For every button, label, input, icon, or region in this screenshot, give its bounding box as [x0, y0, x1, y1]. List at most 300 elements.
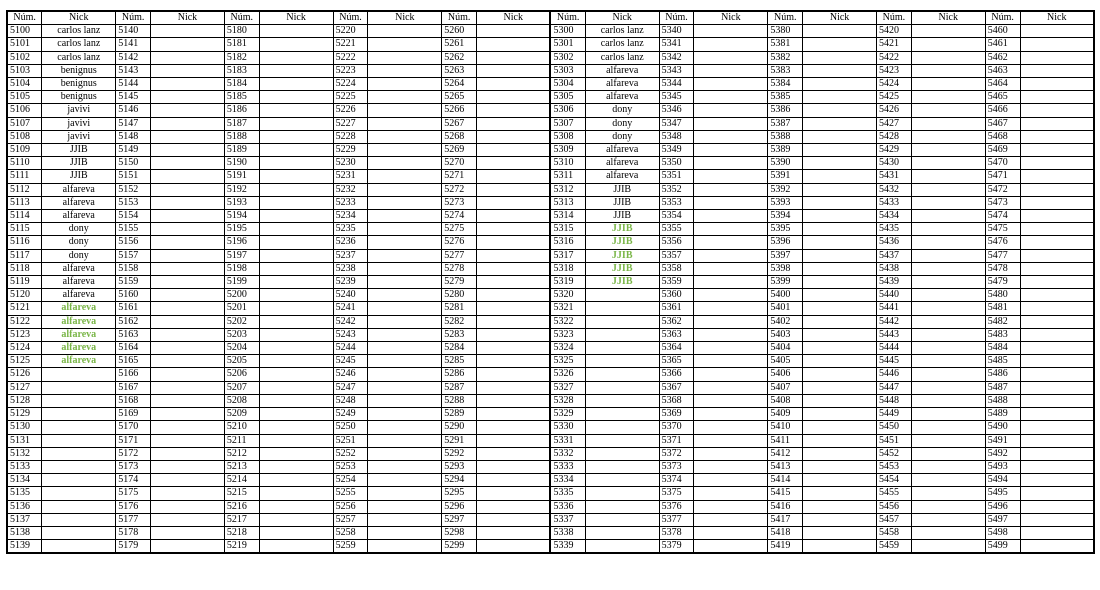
nick-cell: JJIB — [585, 183, 659, 196]
number-cell: 5286 — [442, 368, 477, 381]
nick-column-header: Nick — [803, 11, 877, 25]
nick-cell — [803, 526, 877, 539]
number-cell: 5488 — [985, 394, 1020, 407]
nick-cell: alfareva — [42, 262, 116, 275]
number-cell: 5487 — [985, 381, 1020, 394]
nick-cell: alfareva — [42, 210, 116, 223]
nick-cell — [1020, 130, 1094, 143]
number-cell: 5390 — [768, 157, 803, 170]
number-cell: 5107 — [7, 117, 42, 130]
number-cell: 5475 — [985, 223, 1020, 236]
nick-cell: JJIB — [42, 170, 116, 183]
nick-cell — [368, 421, 442, 434]
nick-cell: alfareva — [585, 78, 659, 91]
number-cell: 5204 — [224, 342, 259, 355]
nick-cell — [694, 157, 768, 170]
number-cell: 5178 — [116, 526, 151, 539]
number-cell: 5300 — [550, 25, 585, 38]
number-cell: 5194 — [224, 210, 259, 223]
number-cell: 5386 — [768, 104, 803, 117]
nick-cell — [1020, 421, 1094, 434]
number-cell: 5335 — [550, 487, 585, 500]
nick-cell — [1020, 38, 1094, 51]
number-cell: 5399 — [768, 276, 803, 289]
num-column-header: Núm. — [768, 11, 803, 25]
number-cell: 5115 — [7, 223, 42, 236]
nick-cell — [694, 51, 768, 64]
nick-cell — [259, 51, 333, 64]
nick-cell — [1020, 500, 1094, 513]
nick-cell — [911, 276, 985, 289]
nick-cell — [259, 117, 333, 130]
nick-cell — [151, 434, 225, 447]
table-row — [7, 540, 1094, 554]
nick-cell — [585, 487, 659, 500]
number-cell: 5248 — [333, 394, 368, 407]
number-cell: 5157 — [116, 249, 151, 262]
number-cell: 5422 — [877, 51, 912, 64]
nick-cell — [694, 500, 768, 513]
nick-cell: carlos lanz — [42, 38, 116, 51]
nick-cell — [1020, 117, 1094, 130]
number-cell: 5458 — [877, 526, 912, 539]
nick-cell — [151, 223, 225, 236]
nick-cell: JJIB — [585, 223, 659, 236]
number-cell: 5449 — [877, 408, 912, 421]
number-cell: 5158 — [116, 262, 151, 275]
nick-cell — [803, 381, 877, 394]
number-cell: 5398 — [768, 262, 803, 275]
nick-cell — [1020, 249, 1094, 262]
number-cell: 5156 — [116, 236, 151, 249]
number-cell: 5387 — [768, 117, 803, 130]
nick-cell — [477, 78, 551, 91]
nick-cell — [694, 236, 768, 249]
number-cell: 5244 — [333, 342, 368, 355]
nick-cell — [477, 460, 551, 473]
nick-cell — [368, 434, 442, 447]
number-cell: 5187 — [224, 117, 259, 130]
number-cell: 5441 — [877, 302, 912, 315]
nick-cell: benignus — [42, 64, 116, 77]
nick-cell — [694, 289, 768, 302]
number-cell: 5373 — [659, 460, 694, 473]
nick-cell — [694, 447, 768, 460]
nick-cell — [368, 144, 442, 157]
number-cell: 5151 — [116, 170, 151, 183]
number-cell: 5412 — [768, 447, 803, 460]
nick-cell — [259, 302, 333, 315]
number-cell: 5460 — [985, 25, 1020, 38]
number-cell: 5119 — [7, 276, 42, 289]
nick-cell — [1020, 368, 1094, 381]
number-cell: 5408 — [768, 394, 803, 407]
number-cell: 5442 — [877, 315, 912, 328]
nick-cell — [477, 328, 551, 341]
nick-cell — [585, 421, 659, 434]
table-row — [7, 236, 1094, 249]
number-cell: 5322 — [550, 315, 585, 328]
number-cell: 5489 — [985, 408, 1020, 421]
nick-cell — [803, 421, 877, 434]
number-cell: 5416 — [768, 500, 803, 513]
number-cell: 5253 — [333, 460, 368, 473]
number-cell: 5292 — [442, 447, 477, 460]
nick-cell — [1020, 64, 1094, 77]
number-cell: 5429 — [877, 144, 912, 157]
nick-cell — [259, 460, 333, 473]
number-cell: 5118 — [7, 262, 42, 275]
nick-cell: benignus — [42, 78, 116, 91]
number-cell: 5456 — [877, 500, 912, 513]
number-cell: 5166 — [116, 368, 151, 381]
number-cell: 5377 — [659, 513, 694, 526]
nick-cell — [803, 487, 877, 500]
nick-cell — [585, 328, 659, 341]
nick-cell — [803, 434, 877, 447]
number-cell: 5424 — [877, 78, 912, 91]
number-cell: 5152 — [116, 183, 151, 196]
nick-cell — [694, 342, 768, 355]
number-cell: 5353 — [659, 196, 694, 209]
nick-cell — [259, 64, 333, 77]
number-cell: 5307 — [550, 117, 585, 130]
nick-cell — [477, 91, 551, 104]
number-cell: 5378 — [659, 526, 694, 539]
nick-cell — [368, 249, 442, 262]
number-cell: 5381 — [768, 38, 803, 51]
nick-cell — [368, 170, 442, 183]
number-cell: 5423 — [877, 64, 912, 77]
num-column-header: Núm. — [985, 11, 1020, 25]
number-cell: 5189 — [224, 144, 259, 157]
number-cell: 5466 — [985, 104, 1020, 117]
nick-cell — [151, 355, 225, 368]
number-cell: 5104 — [7, 78, 42, 91]
number-cell: 5263 — [442, 64, 477, 77]
number-cell: 5100 — [7, 25, 42, 38]
number-cell: 5135 — [7, 487, 42, 500]
number-cell: 5210 — [224, 421, 259, 434]
nick-cell — [368, 183, 442, 196]
number-cell: 5261 — [442, 38, 477, 51]
nick-cell — [42, 368, 116, 381]
table-row — [7, 342, 1094, 355]
number-cell: 5221 — [333, 38, 368, 51]
nick-cell — [151, 289, 225, 302]
nick-cell — [694, 487, 768, 500]
number-cell: 5465 — [985, 91, 1020, 104]
number-cell: 5170 — [116, 421, 151, 434]
nick-cell: carlos lanz — [42, 51, 116, 64]
number-cell: 5188 — [224, 130, 259, 143]
nick-cell — [1020, 540, 1094, 554]
nick-cell — [694, 315, 768, 328]
nick-cell — [42, 460, 116, 473]
nick-cell — [585, 540, 659, 554]
number-cell: 5347 — [659, 117, 694, 130]
nick-column-header: Nick — [42, 11, 116, 25]
nick-cell — [694, 223, 768, 236]
nick-cell — [694, 25, 768, 38]
number-cell: 5362 — [659, 315, 694, 328]
number-cell: 5407 — [768, 381, 803, 394]
table-row — [7, 394, 1094, 407]
nick-cell — [803, 170, 877, 183]
nick-cell — [368, 91, 442, 104]
nick-cell — [911, 104, 985, 117]
nick-cell — [911, 144, 985, 157]
number-cell: 5235 — [333, 223, 368, 236]
number-cell: 5229 — [333, 144, 368, 157]
number-cell: 5452 — [877, 447, 912, 460]
nick-cell — [259, 381, 333, 394]
number-cell: 5454 — [877, 474, 912, 487]
nick-cell — [1020, 51, 1094, 64]
number-cell: 5432 — [877, 183, 912, 196]
nick-cell: JJIB — [42, 157, 116, 170]
nick-cell — [1020, 342, 1094, 355]
nick-cell — [259, 210, 333, 223]
number-cell: 5160 — [116, 289, 151, 302]
nick-cell — [42, 540, 116, 554]
number-cell: 5228 — [333, 130, 368, 143]
nick-cell — [42, 500, 116, 513]
number-cell: 5149 — [116, 144, 151, 157]
number-cell: 5155 — [116, 223, 151, 236]
number-cell: 5136 — [7, 500, 42, 513]
nick-cell — [259, 276, 333, 289]
number-cell: 5350 — [659, 157, 694, 170]
number-cell: 5339 — [550, 540, 585, 554]
number-cell: 5379 — [659, 540, 694, 554]
number-cell: 5457 — [877, 513, 912, 526]
number-cell: 5293 — [442, 460, 477, 473]
table-row — [7, 91, 1094, 104]
number-cell: 5330 — [550, 421, 585, 434]
number-cell: 5320 — [550, 289, 585, 302]
nick-cell — [803, 223, 877, 236]
table-row — [7, 328, 1094, 341]
nick-cell — [694, 408, 768, 421]
number-cell: 5108 — [7, 130, 42, 143]
number-cell: 5394 — [768, 210, 803, 223]
number-cell: 5403 — [768, 328, 803, 341]
nick-cell: alfareva — [42, 355, 116, 368]
nick-cell: dony — [42, 223, 116, 236]
number-cell: 5199 — [224, 276, 259, 289]
number-cell: 5282 — [442, 315, 477, 328]
nick-cell — [151, 394, 225, 407]
nick-cell — [151, 25, 225, 38]
number-cell: 5205 — [224, 355, 259, 368]
number-cell: 5453 — [877, 460, 912, 473]
number-cell: 5150 — [116, 157, 151, 170]
nick-cell — [911, 91, 985, 104]
number-cell: 5147 — [116, 117, 151, 130]
nick-cell — [585, 381, 659, 394]
number-cell: 5329 — [550, 408, 585, 421]
number-cell: 5494 — [985, 474, 1020, 487]
nick-cell — [694, 78, 768, 91]
number-cell: 5227 — [333, 117, 368, 130]
number-cell: 5310 — [550, 157, 585, 170]
nick-cell: carlos lanz — [585, 51, 659, 64]
number-cell: 5344 — [659, 78, 694, 91]
number-cell: 5357 — [659, 249, 694, 262]
nick-cell: alfareva — [42, 289, 116, 302]
nick-cell — [911, 526, 985, 539]
nick-cell — [911, 249, 985, 262]
number-cell: 5223 — [333, 64, 368, 77]
number-cell: 5172 — [116, 447, 151, 460]
number-cell: 5496 — [985, 500, 1020, 513]
number-cell: 5179 — [116, 540, 151, 554]
nick-cell — [259, 78, 333, 91]
nick-cell — [803, 315, 877, 328]
nick-cell — [259, 394, 333, 407]
nick-cell — [803, 474, 877, 487]
nick-cell — [911, 289, 985, 302]
nick-cell — [1020, 144, 1094, 157]
number-cell: 5385 — [768, 91, 803, 104]
number-cell: 5369 — [659, 408, 694, 421]
table-row — [7, 223, 1094, 236]
number-cell: 5121 — [7, 302, 42, 315]
number-cell: 5304 — [550, 78, 585, 91]
number-cell: 5280 — [442, 289, 477, 302]
nick-cell — [694, 130, 768, 143]
number-cell: 5499 — [985, 540, 1020, 554]
nick-cell — [151, 526, 225, 539]
nick-cell — [1020, 355, 1094, 368]
num-column-header: Núm. — [224, 11, 259, 25]
number-cell: 5124 — [7, 342, 42, 355]
number-cell: 5470 — [985, 157, 1020, 170]
number-cell: 5477 — [985, 249, 1020, 262]
nick-cell — [911, 513, 985, 526]
nick-cell: JJIB — [585, 262, 659, 275]
nick-cell — [803, 38, 877, 51]
nick-cell — [477, 276, 551, 289]
number-cell: 5405 — [768, 355, 803, 368]
number-cell: 5428 — [877, 130, 912, 143]
nick-cell — [259, 342, 333, 355]
table-row — [7, 25, 1094, 38]
number-cell: 5257 — [333, 513, 368, 526]
number-cell: 5370 — [659, 421, 694, 434]
nick-cell: JJIB — [585, 196, 659, 209]
number-cell: 5445 — [877, 355, 912, 368]
number-cell: 5426 — [877, 104, 912, 117]
nick-cell — [259, 487, 333, 500]
number-cell: 5225 — [333, 91, 368, 104]
number-cell: 5430 — [877, 157, 912, 170]
table-row — [7, 500, 1094, 513]
number-cell: 5462 — [985, 51, 1020, 64]
number-cell: 5226 — [333, 104, 368, 117]
nick-cell — [694, 249, 768, 262]
number-cell: 5163 — [116, 328, 151, 341]
number-cell: 5142 — [116, 51, 151, 64]
number-cell: 5459 — [877, 540, 912, 554]
nick-cell — [259, 500, 333, 513]
nick-cell — [477, 434, 551, 447]
nick-column-header: Nick — [259, 11, 333, 25]
nick-cell: alfareva — [42, 276, 116, 289]
nick-cell — [151, 236, 225, 249]
number-cell: 5479 — [985, 276, 1020, 289]
number-cell: 5396 — [768, 236, 803, 249]
nick-cell — [803, 262, 877, 275]
nick-cell — [151, 130, 225, 143]
number-cell: 5130 — [7, 421, 42, 434]
number-cell: 5154 — [116, 210, 151, 223]
number-cell: 5346 — [659, 104, 694, 117]
nick-cell — [694, 474, 768, 487]
nick-cell — [477, 249, 551, 262]
nick-cell — [911, 500, 985, 513]
number-cell: 5264 — [442, 78, 477, 91]
nick-cell — [1020, 381, 1094, 394]
number-cell: 5382 — [768, 51, 803, 64]
nick-cell: alfareva — [42, 196, 116, 209]
nick-cell — [585, 447, 659, 460]
number-cell: 5301 — [550, 38, 585, 51]
nick-cell — [368, 25, 442, 38]
nick-cell — [477, 38, 551, 51]
number-cell: 5233 — [333, 196, 368, 209]
number-cell: 5145 — [116, 91, 151, 104]
nick-cell — [477, 64, 551, 77]
nick-cell — [368, 289, 442, 302]
nick-cell — [368, 38, 442, 51]
nick-cell — [368, 447, 442, 460]
number-cell: 5418 — [768, 526, 803, 539]
number-cell: 5448 — [877, 394, 912, 407]
nick-cell — [911, 157, 985, 170]
nick-cell — [694, 196, 768, 209]
number-cell: 5278 — [442, 262, 477, 275]
nick-cell — [151, 328, 225, 341]
nick-cell: javivi — [42, 104, 116, 117]
nick-cell — [477, 130, 551, 143]
table-row — [7, 64, 1094, 77]
number-cell: 5447 — [877, 381, 912, 394]
nick-cell — [911, 315, 985, 328]
number-cell: 5446 — [877, 368, 912, 381]
nick-cell — [803, 447, 877, 460]
number-cell: 5117 — [7, 249, 42, 262]
number-cell: 5484 — [985, 342, 1020, 355]
number-cell: 5391 — [768, 170, 803, 183]
number-cell: 5168 — [116, 394, 151, 407]
table-row — [7, 210, 1094, 223]
number-cell: 5111 — [7, 170, 42, 183]
nick-cell — [911, 342, 985, 355]
nick-cell — [259, 474, 333, 487]
nick-cell — [911, 368, 985, 381]
number-cell: 5298 — [442, 526, 477, 539]
nick-cell — [368, 513, 442, 526]
number-cell: 5455 — [877, 487, 912, 500]
number-cell: 5296 — [442, 500, 477, 513]
nick-cell — [694, 183, 768, 196]
nick-cell: alfareva — [585, 91, 659, 104]
nick-cell — [477, 51, 551, 64]
nick-cell — [803, 25, 877, 38]
nick-cell — [803, 183, 877, 196]
